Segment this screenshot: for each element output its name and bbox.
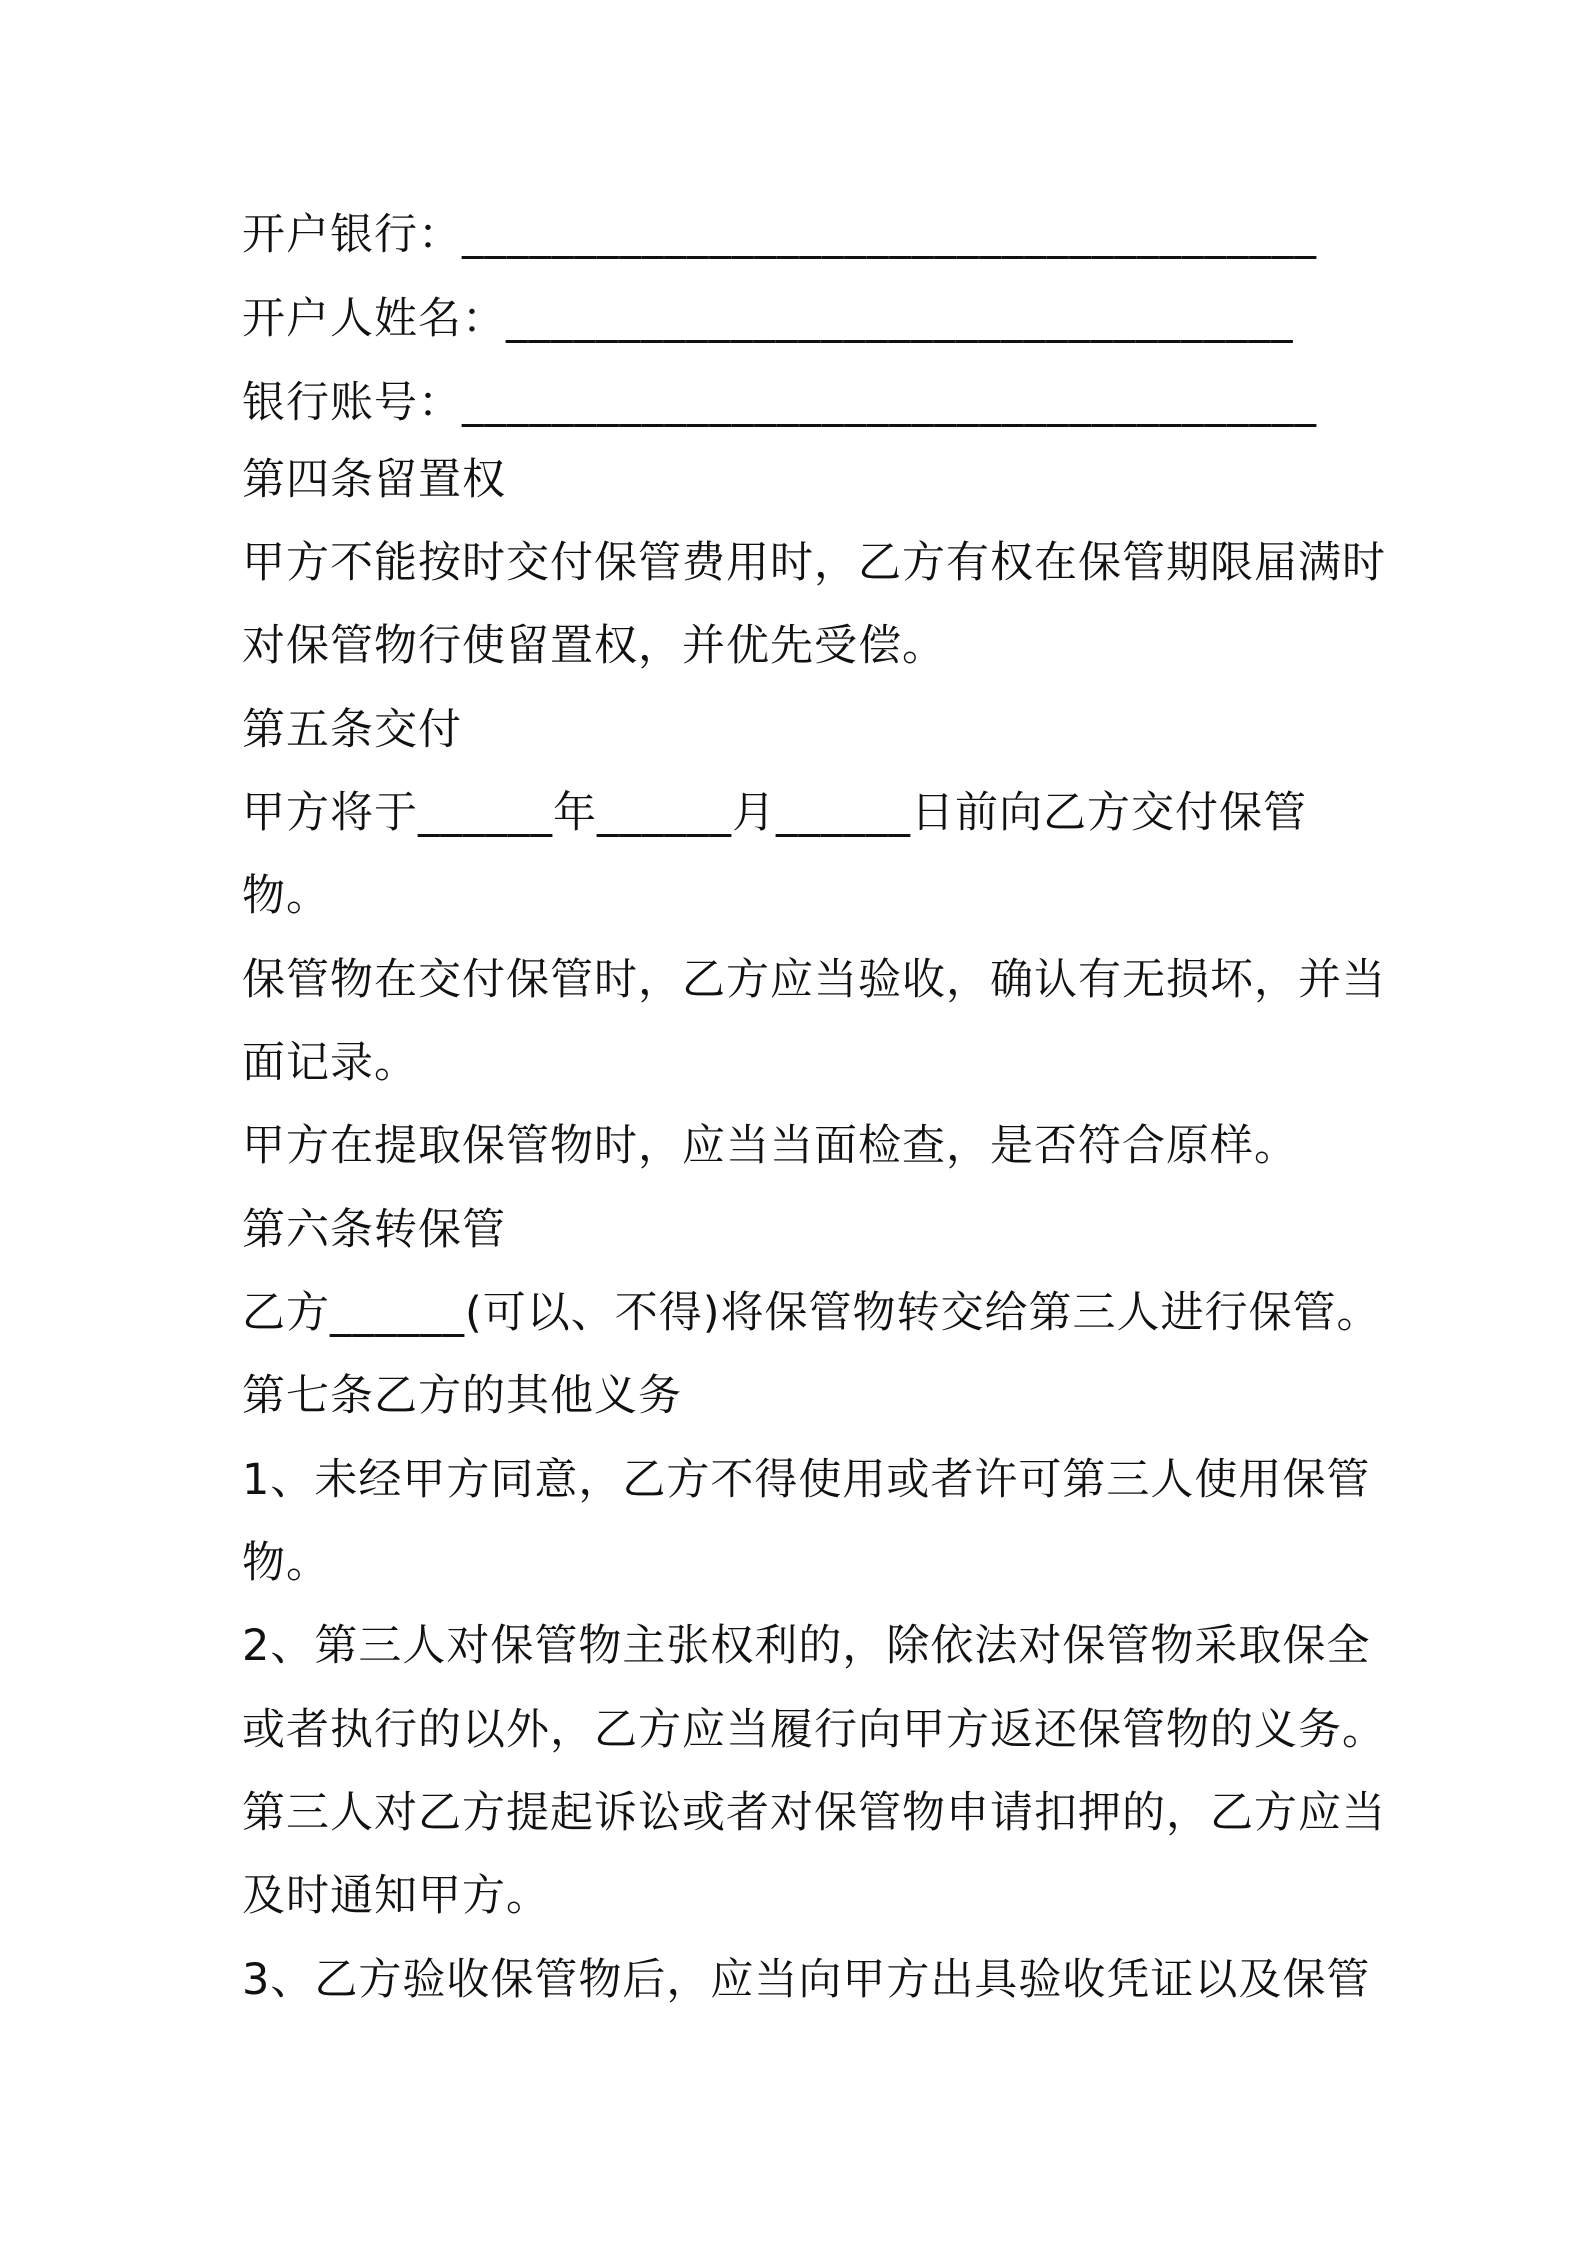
- paragraph-line: 甲方将于______年______月______日前向乙方交付保管: [242, 788, 1307, 838]
- article-7-heading: 第七条乙方的其他义务: [242, 1371, 682, 1421]
- account-number-field: 银行账号：______________________________________: [242, 378, 1317, 428]
- article-5-heading: 第五条交付: [242, 705, 462, 755]
- paragraph-line: 甲方在提取保管物时，应当当面检查，是否符合原样。: [242, 1121, 1298, 1171]
- paragraph-line: 物。: [242, 1538, 330, 1588]
- bank-name-field: 开户银行：______________________________________: [242, 210, 1317, 260]
- article-6-heading: 第六条转保管: [242, 1205, 506, 1255]
- paragraph-line: 乙方______(可以、不得)将保管物转交给第三人进行保管。: [242, 1288, 1381, 1338]
- paragraph-line: 或者执行的以外，乙方应当履行向甲方返还保管物的义务。: [242, 1705, 1386, 1755]
- paragraph-line: 甲方不能按时交付保管费用时，乙方有权在保管期限届满时: [242, 538, 1386, 588]
- paragraph-line: 物。: [242, 871, 330, 921]
- paragraph-line: 3、乙方验收保管物后，应当向甲方出具验收凭证以及保管: [242, 1955, 1371, 2005]
- paragraph-line: 及时通知甲方。: [242, 1871, 550, 1921]
- paragraph-line: 第三人对乙方提起诉讼或者对保管物申请扣押的，乙方应当: [242, 1788, 1386, 1838]
- account-holder-field: 开户人姓名：___________________________________: [242, 294, 1294, 344]
- paragraph-line: 保管物在交付保管时，乙方应当验收，确认有无损坏，并当: [242, 955, 1386, 1005]
- paragraph-line: 面记录。: [242, 1038, 418, 1088]
- paragraph-line: 1、未经甲方同意，乙方不得使用或者许可第三人使用保管: [242, 1455, 1371, 1505]
- article-4-heading: 第四条留置权: [242, 455, 506, 505]
- paragraph-line: 对保管物行使留置权，并优先受偿。: [242, 621, 946, 671]
- paragraph-line: 2、第三人对保管物主张权利的，除依法对保管物采取保全: [242, 1621, 1371, 1671]
